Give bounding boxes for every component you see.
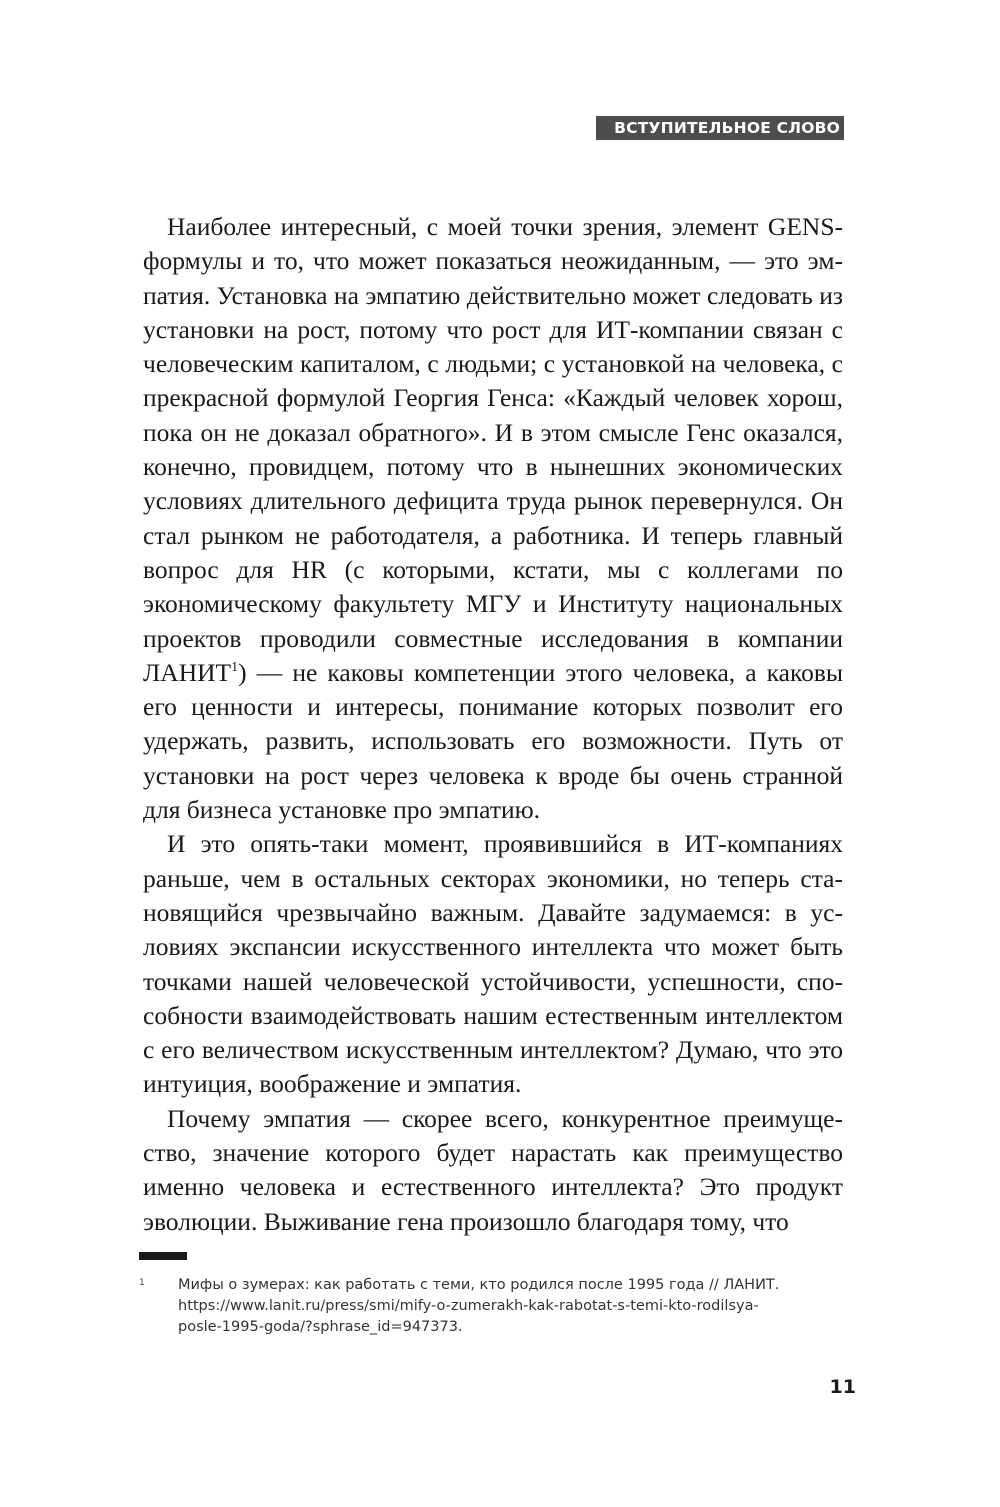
paragraph-3: Почему эмпатия — скорее всего, конкурентное преимущество, значение которого будет нарастать как преимущество именно человека и естественного интеллекта? Это продукт эволюции. Выживание гена произошло благодаря тому, что: [143, 1103, 843, 1236]
footnote: [139, 1275, 859, 1338]
footnote-body: [178, 1275, 859, 1338]
footnote-number: 1: [139, 1278, 145, 1288]
footnote-link-line-2[interactable]: https://www.lanit.ru/press/smi/mify-o-zumerakh-kak-rabotat-s-temi-kto-rodilsya-: [178, 1298, 759, 1314]
paragraph-1: [143, 210, 843, 827]
page-number: 11: [829, 1376, 856, 1398]
running-head: ВСТУПИТЕЛЬНОЕ СЛОВО: [596, 116, 844, 140]
paragraph-1-text-cont: ) — не каковы компетенции этого человека, а каковы его ценности и интересы, понимание которых позволит его удержать, развить, использовать его возможности. Путь от установки на рост через человека к вроде бы очень странной для бизнеса установке про эмпатию.: [143, 657, 843, 825]
footnote-ref: 1: [231, 659, 239, 675]
footnote-link-line-3[interactable]: posle-1995-goda/?sphrase_id=947373.: [178, 1319, 463, 1335]
paragraph-1-text: Наиболее интересный, с моей точки зрения, элемент GENS-формулы и то, что может показаться неожиданным, — это эмпатия. Установка на эмпатию действительно может следовать из установки на рост, потому что рост для ИТ-компании связан с человеческим капиталом, с людьми; с установкой на человека, с прекрасной формулой Георгия Генса: «Каждый человек хорош, пока он не доказал обратного». И в этом смысле Генс оказался, конечно, провидцем, потому что в нынешних экономических условиях длительного дефицита труда рынок перевернулся. Он стал рынком не работодателя, а работника. И теперь главный вопрос для HR (с которыми, кстати, мы с коллегами по экономическому факультету МГУ и Институту национальных проектов проводили совместные исследования в компании ЛАНИТ: [143, 212, 843, 687]
body-text: [143, 210, 843, 1239]
paragraph-2: И это опять-таки момент, проявившийся в ИТ-компаниях раньше, чем в остальных секторах экономики, но теперь становящийся чрезвычайно важным. Давайте задумаемся: в условиях экспансии искусственного интеллекта что может быть точками нашей человеческой устойчивости, успешности, способности взаимодействовать нашим естественным интеллектом с его величеством искусственным интеллектом? Думаю, что это интуиция, воображение и эмпатия.: [143, 829, 843, 1099]
footnote-line-1: Мифы о зумерах: как работать с теми, кто родился после 1995 года // ЛАНИТ.: [178, 1277, 780, 1293]
footnote-rule: [139, 1252, 187, 1260]
